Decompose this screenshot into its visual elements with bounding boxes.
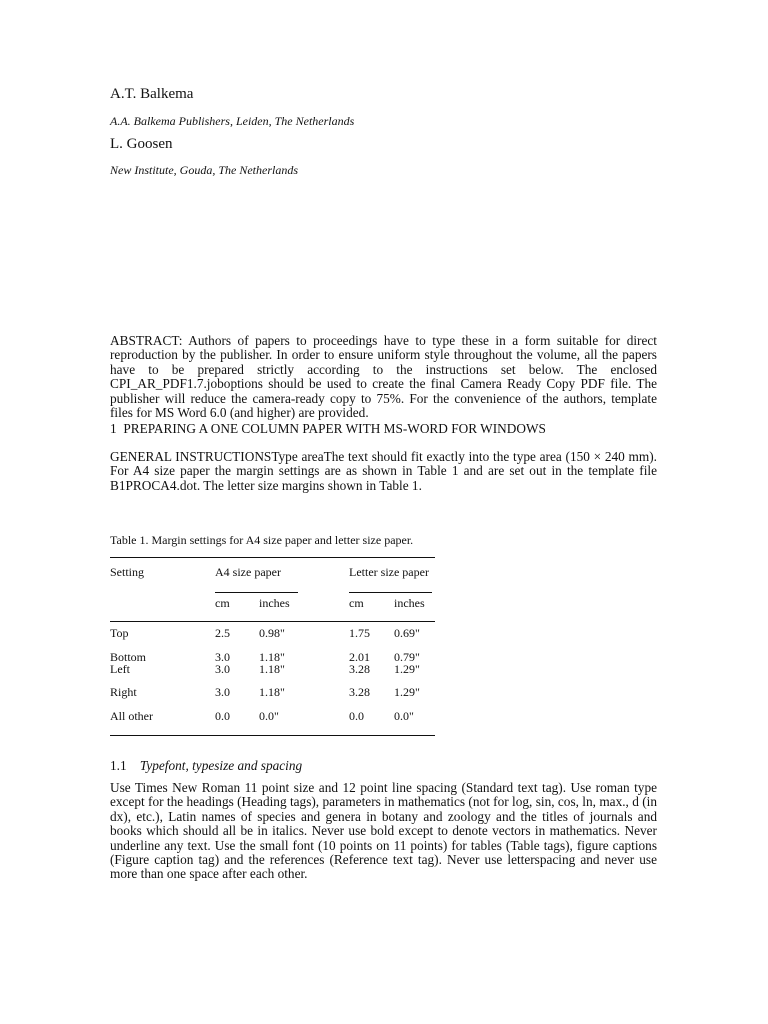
table-caption: Table 1. Margin settings for A4 size paper and letter size paper. [110, 533, 414, 547]
table-cell: Top [110, 626, 129, 640]
subsection-number: 1.1 [110, 758, 127, 773]
table-cell: 1.29" [394, 662, 420, 676]
author-affiliation: New Institute, Gouda, The Netherlands [110, 163, 298, 177]
table-cell: 3.0 [215, 662, 230, 676]
table-cell: Left [110, 662, 130, 676]
table-cell: All other [110, 709, 153, 723]
author-name: L. Goosen [110, 136, 173, 152]
table-subheader: inches [259, 596, 290, 610]
table-header-a4: A4 size paper [215, 565, 281, 579]
table-cell: 0.69" [394, 626, 420, 640]
section-title: PREPARING A ONE COLUMN PAPER WITH MS-WORD FOR WINDOWS [123, 421, 546, 436]
general-instructions [110, 450, 657, 493]
table-header-letter: Letter size paper [349, 565, 429, 579]
table-cell: 2.01 [349, 650, 370, 664]
table-cell: 1.18" [259, 685, 285, 699]
table-rule-top [110, 557, 435, 558]
table-cell: 0.79" [394, 650, 420, 664]
table-cell: 0.98" [259, 626, 285, 640]
table-cell: 2.5 [215, 626, 230, 640]
table-cell: 0.0 [215, 709, 230, 723]
table-cell: Right [110, 685, 137, 699]
table-cell: 3.0 [215, 650, 230, 664]
table-subheader: cm [349, 596, 364, 610]
typefont-text: Use Times New Roman 11 point size and 12 point line spacing (Standard text tag). Use roman type except for the headings (Heading tags), parameters in mathematics (not for log, sin, cos, ln, max., d (in dx), etc.), Latin names of species and genera in botany and zoology and the titles of journals and books which should all be in italics. Never use bold except to denote vectors in mathematics. Never underline any text. Use the small font (10 points on 11 points) for tables (Table tags), figure captions (Figure caption tag) and the references (Reference text tag). Never use letterspacing and never use more than one space after each other. [110, 780, 657, 882]
section-number: 1 [110, 421, 117, 436]
abstract-text: ABSTRACT: Authors of papers to proceedings have to type these in a form suitable for direct reproduction by the publisher. In order to ensure uniform style throughout the volume, all the papers have to be prepared strictly according to the instructions set below. The enclosed CPI_AR_PDF1.7.joboptions should be used to create the final Camera Ready Copy PDF file. The publisher will reduce the camera-ready copy to 75%. For the convenience of the authors, template files for MS Word 6.0 (and higher) are provided. [110, 333, 657, 421]
table-subheader: cm [215, 596, 230, 610]
author-name: A.T. Balkema [110, 86, 194, 102]
author-affiliation: A.A. Balkema Publishers, Leiden, The Netherlands [110, 114, 355, 128]
table-cell: 0.0 [349, 709, 364, 723]
table-cell: 3.28 [349, 662, 370, 676]
table-cell: 3.28 [349, 685, 370, 699]
table-subheader: inches [394, 596, 425, 610]
table-cell: 1.29" [394, 685, 420, 699]
typefont-paragraph [110, 781, 657, 882]
table-rule-bottom [110, 735, 435, 736]
table-cell: 1.18" [259, 650, 285, 664]
abstract [110, 334, 657, 420]
table-cell: 3.0 [215, 685, 230, 699]
table-cell: 0.0" [394, 709, 414, 723]
table-rule-mid [110, 621, 435, 622]
table-header-setting: Setting [110, 565, 145, 579]
subsection-heading [110, 758, 302, 774]
general-instructions-text: GENERAL INSTRUCTIONSType areaThe text should fit exactly into the type area (150 × 240 mm). For A4 size paper the margin settings are as shown in Table 1 and are set out in the template file B1PROCA4.dot. The letter size margins shown in Table 1. [110, 449, 657, 493]
table-cell: 0.0" [259, 709, 279, 723]
subsection-title: Typefont, typesize and spacing [139, 758, 303, 773]
table-cell: Bottom [110, 650, 147, 664]
table-rule-a4 [215, 592, 298, 593]
table-cell: 1.75 [349, 626, 370, 640]
table-rule-letter [349, 592, 432, 593]
section-heading [110, 421, 546, 437]
margin-table [110, 533, 440, 743]
table-cell: 1.18" [259, 662, 285, 676]
